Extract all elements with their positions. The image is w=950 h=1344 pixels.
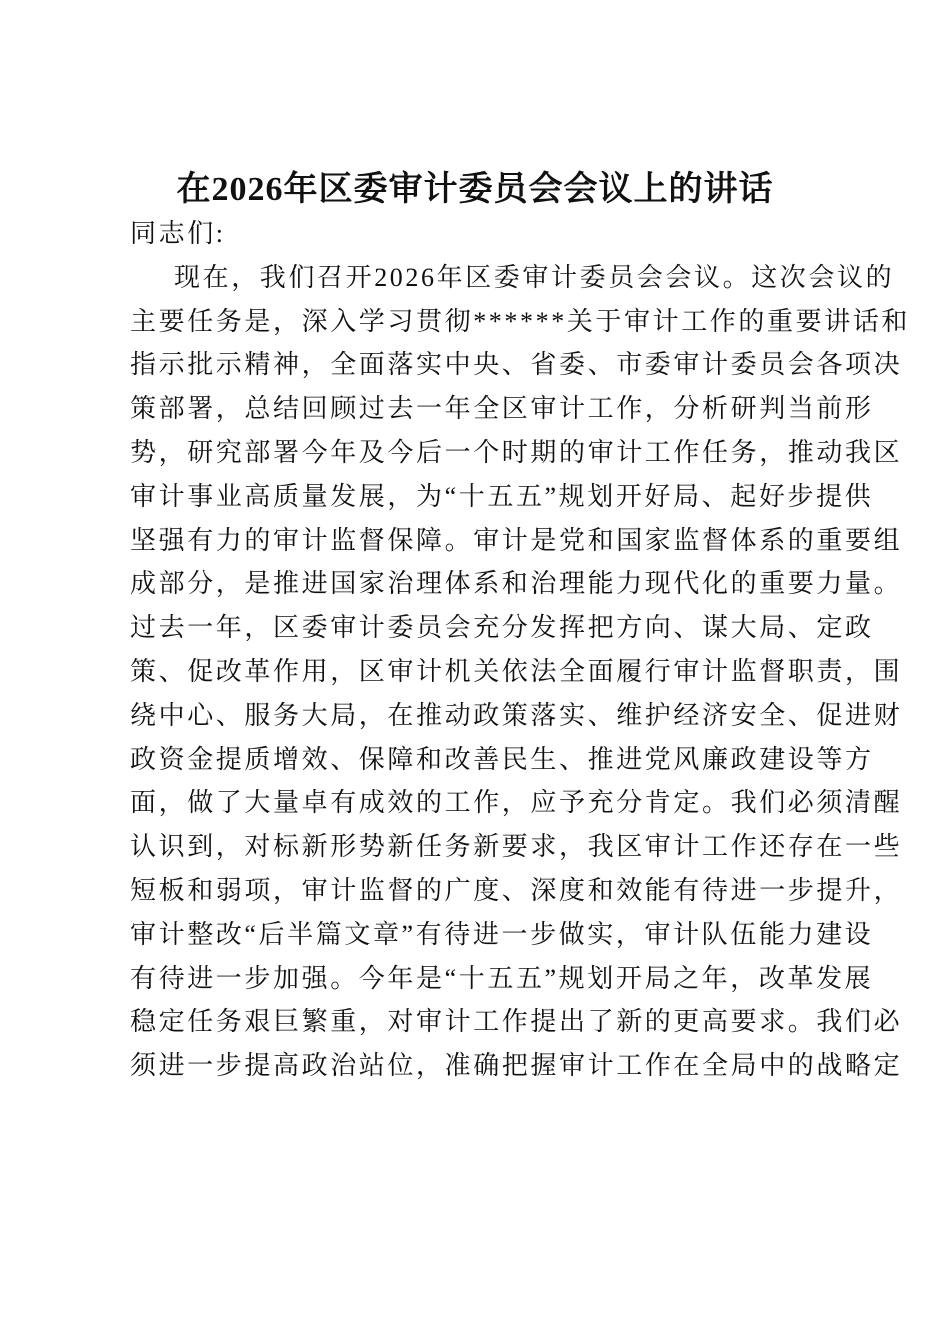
document-body (130, 212, 911, 1088)
paragraph-line: 坚强有力的审计监督保障。审计是党和国家监督体系的重要组 (130, 525, 903, 555)
paragraph-line: 面，做了大量卓有成效的工作，应予充分肯定。我们必须清醒 (130, 788, 903, 818)
paragraph-line: 成部分，是推进国家治理体系和治理能力现代化的重要力量。 (130, 569, 903, 599)
paragraph-line: 稳定任务艰巨繁重，对审计工作提出了新的更高要求。我们必 (130, 1007, 903, 1037)
paragraph-line: 策、促改革作用，区审计机关依法全面履行审计监督职责，围 (130, 656, 903, 686)
paragraph-line: 过去一年，区委审计委员会充分发挥把方向、谋大局、定政 (130, 613, 874, 643)
paragraph-line: 策部署，总结回顾过去一年全区审计工作，分析研判当前形 (130, 394, 874, 424)
paragraph-line: 审计整改“后半篇文章”有待进一步做实，审计队伍能力建设 (130, 919, 874, 949)
document-title: 在2026年区委审计委员会会议上的讲话 (176, 171, 774, 208)
paragraph-line: 绕中心、服务大局，在推动政策落实、维护经济安全、促进财 (130, 700, 903, 730)
paragraph-line: 现在，我们召开2026年区委审计委员会会议。这次会议的 (174, 262, 895, 292)
paragraph-line: 势，研究部署今年及今后一个时期的审计工作任务，推动我区 (130, 437, 903, 467)
paragraph-line: 须进一步提高政治站位，准确把握审计工作在全局中的战略定 (130, 1051, 903, 1081)
paragraph-line: 认识到，对标新形势新任务新要求，我区审计工作还存在一些 (130, 832, 903, 862)
salutation: 同志们: (130, 219, 226, 248)
paragraph-line: 主要任务是，深入学习贯彻******关于审计工作的重要讲话和 (130, 306, 911, 336)
paragraph-line: 短板和弱项，审计监督的广度、深度和效能有待进一步提升， (130, 875, 903, 905)
paragraph-line: 政资金提质增效、保障和改善民生、推进党风廉政建设等方 (130, 744, 874, 774)
paragraph-line: 有待进一步加强。今年是“十五五”规划开局之年，改革发展 (130, 963, 874, 993)
paragraph-line: 审计事业高质量发展，为“十五五”规划开好局、起好步提供 (130, 481, 874, 511)
paragraph-line: 指示批示精神，全面落实中央、省委、市委审计委员会各项决 (130, 350, 903, 380)
